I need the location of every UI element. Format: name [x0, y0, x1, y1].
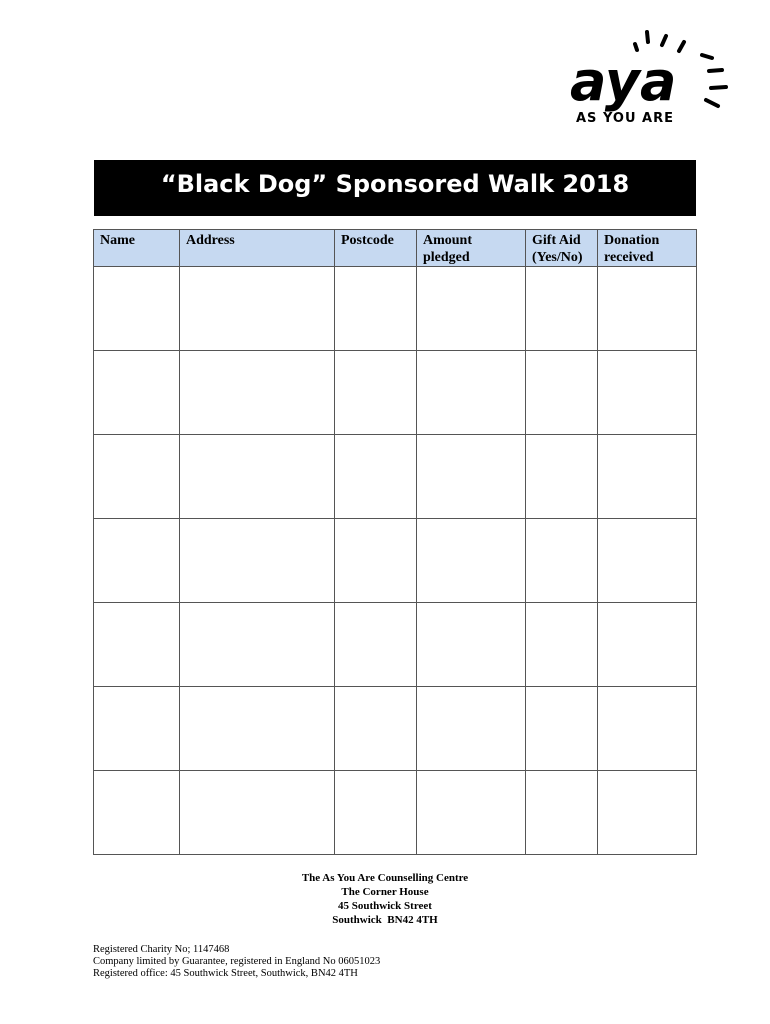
header-donation-received: Donation received: [598, 230, 697, 267]
cell-gift-aid[interactable]: [526, 603, 598, 687]
cell-donation-received[interactable]: [598, 267, 697, 351]
table-row: [94, 771, 697, 855]
table-header-row: [94, 230, 697, 267]
cell-amount-pledged[interactable]: [417, 519, 526, 603]
cell-postcode[interactable]: [335, 351, 417, 435]
cell-postcode[interactable]: [335, 267, 417, 351]
table-row: [94, 267, 697, 351]
cell-postcode[interactable]: [335, 435, 417, 519]
cell-postcode[interactable]: [335, 603, 417, 687]
cell-donation-received[interactable]: [598, 687, 697, 771]
cell-donation-received[interactable]: [598, 351, 697, 435]
cell-gift-aid[interactable]: [526, 519, 598, 603]
cell-gift-aid[interactable]: [526, 687, 598, 771]
footer-building: The Corner House: [341, 886, 429, 898]
cell-gift-aid[interactable]: [526, 351, 598, 435]
cell-donation-received[interactable]: [598, 519, 697, 603]
cell-gift-aid[interactable]: [526, 435, 598, 519]
footer-charity-number: Registered Charity No; 1147468: [93, 944, 230, 955]
table-row: [94, 351, 697, 435]
cell-name[interactable]: [94, 351, 180, 435]
footer-company-registration: Company limited by Guarantee, registered in England No 06051023: [93, 956, 381, 967]
header-postcode: Postcode: [335, 230, 417, 267]
sponsor-table: [93, 229, 697, 855]
cell-name[interactable]: [94, 771, 180, 855]
cell-address[interactable]: [180, 771, 335, 855]
cell-postcode[interactable]: [335, 771, 417, 855]
cell-gift-aid[interactable]: [526, 771, 598, 855]
cell-donation-received[interactable]: [598, 771, 697, 855]
table-body: [94, 267, 697, 855]
footer-organisation: The As You Are Counselling Centre: [301, 872, 469, 884]
table-row: [94, 519, 697, 603]
cell-address[interactable]: [180, 687, 335, 771]
cell-address[interactable]: [180, 435, 335, 519]
cell-amount-pledged[interactable]: [417, 267, 526, 351]
footer-address: [0, 871, 770, 927]
cell-name[interactable]: [94, 435, 180, 519]
header-address: Address: [180, 230, 335, 267]
cell-amount-pledged[interactable]: [417, 687, 526, 771]
cell-address[interactable]: [180, 351, 335, 435]
cell-name[interactable]: [94, 267, 180, 351]
header-name: Name: [94, 230, 180, 267]
cell-amount-pledged[interactable]: [417, 771, 526, 855]
cell-address[interactable]: [180, 519, 335, 603]
page-title: “Black Dog” Sponsored Walk 2018: [160, 170, 630, 198]
cell-address[interactable]: [180, 267, 335, 351]
aya-logo-graphic: [566, 30, 736, 135]
cell-address[interactable]: [180, 603, 335, 687]
cell-donation-received[interactable]: [598, 603, 697, 687]
cell-amount-pledged[interactable]: [417, 351, 526, 435]
cell-gift-aid[interactable]: [526, 267, 598, 351]
cell-postcode[interactable]: [335, 519, 417, 603]
header-gift-aid: Gift Aid (Yes/No): [526, 230, 598, 267]
cell-donation-received[interactable]: [598, 435, 697, 519]
cell-amount-pledged[interactable]: [417, 435, 526, 519]
logo-wordmark: aya: [570, 50, 677, 113]
cell-name[interactable]: [94, 687, 180, 771]
header-amount-pledged: Amount pledged: [417, 230, 526, 267]
cell-name[interactable]: [94, 603, 180, 687]
cell-postcode[interactable]: [335, 687, 417, 771]
table-row: [94, 603, 697, 687]
footer-registered-office: Registered office: 45 Southwick Street, Southwick, BN42 4TH: [93, 968, 358, 979]
table-row: [94, 687, 697, 771]
footer-street: 45 Southwick Street: [338, 900, 432, 912]
footer-legal: [93, 944, 380, 980]
table-row: [94, 435, 697, 519]
cell-name[interactable]: [94, 519, 180, 603]
aya-logo: [566, 30, 736, 135]
page-title-bar: [94, 160, 696, 216]
footer-town: Southwick BN42 4TH: [332, 914, 438, 926]
logo-tagline: AS YOU ARE: [576, 111, 674, 126]
cell-amount-pledged[interactable]: [417, 603, 526, 687]
